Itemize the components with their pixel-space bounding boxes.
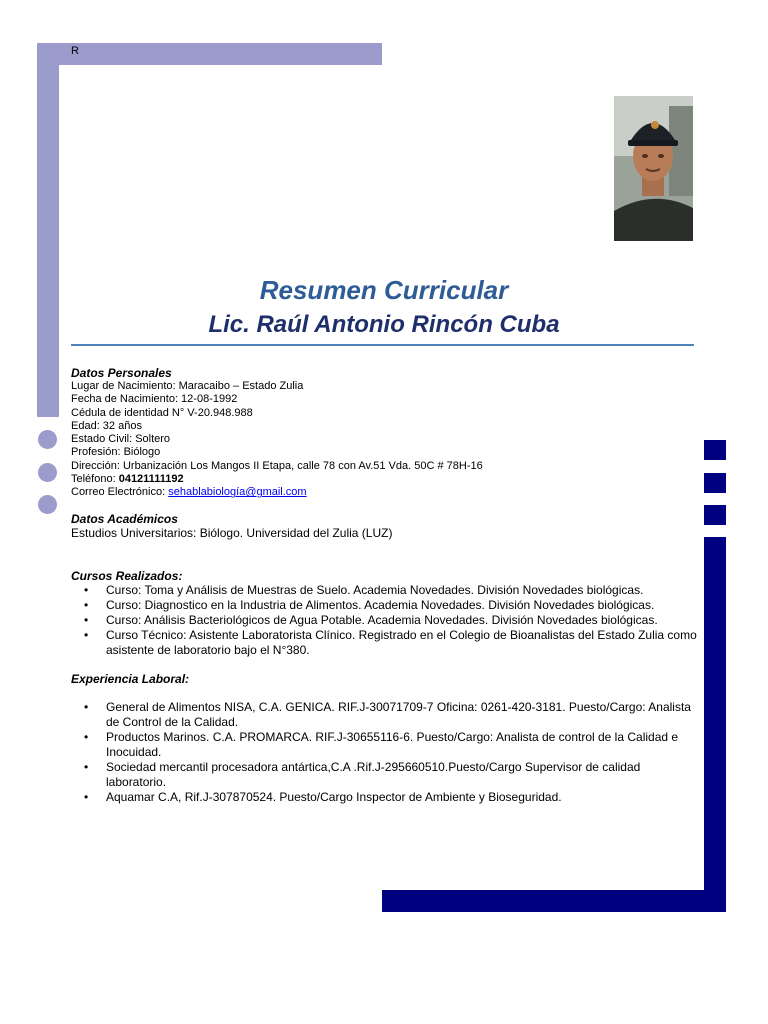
phone-value: 04121111192 (118, 473, 184, 486)
decorative-dot (38, 495, 57, 514)
personal-birthdate: Fecha de Nacimiento: 12-08-1992 (71, 393, 238, 406)
personal-age: Edad: 32 años (71, 419, 142, 432)
resume-body (71, 366, 701, 805)
list-item: • Curso: Diagnostico en la Industria de Alimentos. Academia Novedades. División Novedades biológicas. (71, 598, 701, 613)
list-item: • Sociedad mercantil procesadora antártica,C.A .Rif.J-295660510.Puesto/Cargo Supervisor de calidad laboratorio. (71, 760, 701, 790)
decorative-square (704, 473, 726, 493)
list-item: • Curso Técnico: Asistente Laboratorista Clínico. Registrado en el Colegio de Bioanalistas del Estado Zulia como asistente de laboratorio bajo el N°380. (71, 628, 701, 658)
decorative-left-bar (37, 43, 59, 417)
list-item: • Productos Marinos. C.A. PROMARCA. RIF.J-30655116-6. Puesto/Cargo: Analista de control de la Calidad e Inocuidad. (71, 730, 701, 760)
decorative-dot (38, 463, 57, 482)
document-title: Resumen Curricular (259, 275, 509, 305)
personal-phone (71, 473, 701, 486)
experience-list (71, 700, 701, 805)
profile-photo (614, 96, 693, 241)
personal-address: Dirección: Urbanización Los Mangos II Etapa, calle 78 con Av.51 Vda. 50C # 78H-16 (71, 459, 483, 472)
academic-heading: Datos Académicos (71, 511, 178, 526)
personal-email (71, 486, 701, 499)
decorative-square (704, 440, 726, 460)
decorative-square (704, 505, 726, 525)
list-item: • General de Alimentos NISA, C.A. GENICA. RIF.J-30071709-7 Oficina: 0261-420-3181. Puesto/Cargo: Analista de Control de la Calidad. (71, 700, 701, 730)
person-name: Lic. Raúl Antonio Rincón Cuba (208, 311, 560, 338)
academic-studies: Estudios Universitarios: Biólogo. Universidad del Zulia (LUZ) (71, 525, 393, 540)
decorative-top-bar (37, 43, 382, 65)
phone-label: Teléfono: (71, 473, 119, 486)
courses-heading: Cursos Realizados: (71, 568, 183, 583)
decorative-dot (38, 430, 57, 449)
list-item: • Curso: Análisis Bacteriológicos de Agua Potable. Academia Novedades. División Novedades biológicas. (71, 613, 701, 628)
corner-mark: R (71, 45, 79, 57)
decorative-bottom-bar (382, 890, 726, 912)
email-label: Correo Electrónico: (71, 486, 169, 499)
title-divider (71, 344, 694, 346)
courses-list (71, 583, 701, 658)
personal-civil-status: Estado Civil: Soltero (71, 433, 171, 446)
personal-birthplace: Lugar de Nacimiento: Maracaibo – Estado Zulia (71, 380, 304, 392)
personal-data-heading: Datos Personales (71, 366, 172, 380)
personal-id: Cédula de identidad N° V-20.948.988 (71, 406, 253, 419)
personal-profession: Profesión: Biólogo (71, 446, 161, 459)
decorative-right-bar (704, 537, 726, 912)
list-item: • Aquamar C.A, Rif.J-307870524. Puesto/Cargo Inspector de Ambiente y Bioseguridad. (71, 790, 701, 805)
email-link[interactable]: sehablabiología@gmail.com (168, 486, 307, 499)
list-item: • Curso: Toma y Análisis de Muestras de Suelo. Academia Novedades. División Novedades biológicas. (71, 583, 701, 598)
experience-heading: Experiencia Laboral: (71, 671, 190, 686)
